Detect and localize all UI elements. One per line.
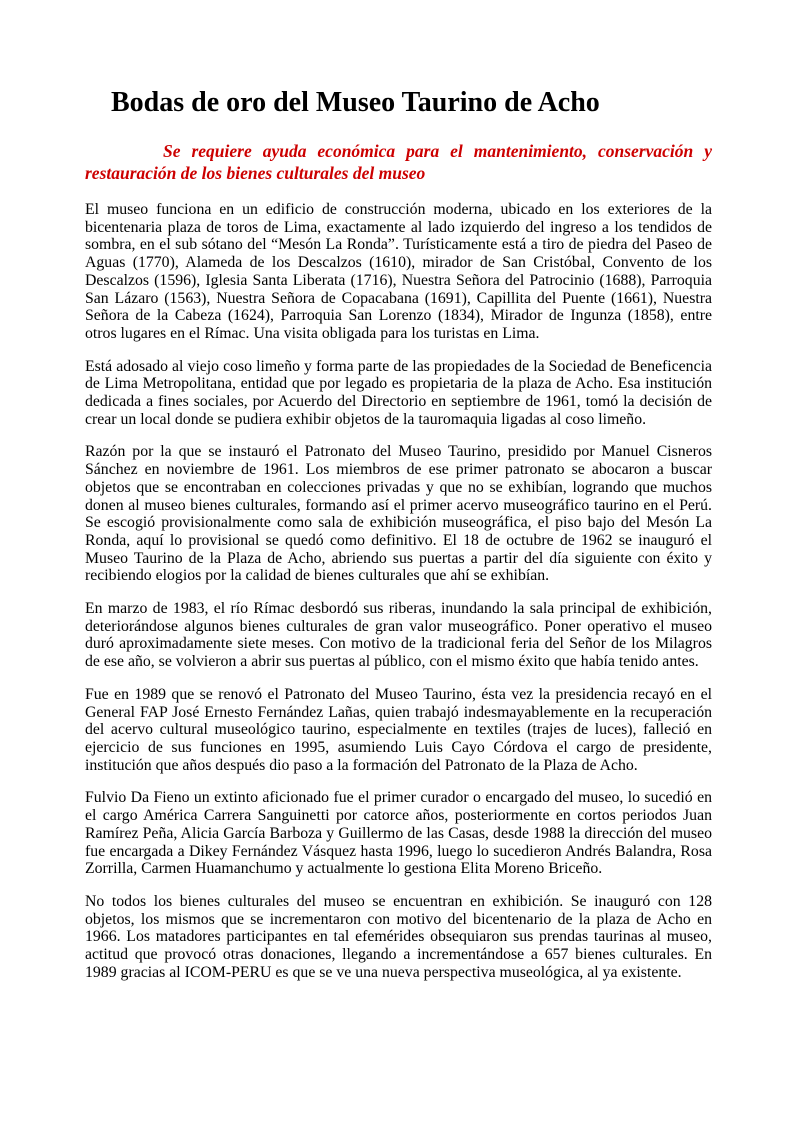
page-title: Bodas de oro del Museo Taurino de Acho [111, 87, 600, 118]
body-paragraph-7: No todos los bienes culturales del museo se encuentran en exhibición. Se inauguró con 128 objetos, los mismos que se incrementaron con motivo del bicentenario de la plaza de Acho en 1966. Los matadores participantes en tal efemérides obsequiaron sus prendas taurinas al museo, actitud que provocó otras donaciones, llegando a incrementándose a 657 bienes culturales. En 1989 gracias al ICOM-PERU es que se ve una nueva perspectiva museológica, al ya existente. [85, 892, 712, 981]
document-subtitle: Se requiere ayuda económica para el mantenimiento, conservación y restauración de los bienes culturales del museo [85, 141, 712, 183]
body-paragraph-4: En marzo de 1983, el río Rímac desbordó sus riberas, inundando la sala principal de exhibición, deteriorándose algunos bienes culturales de gran valor museográfico. Poner operativo el museo duró aproximadamente siete meses. Con motivo de la tradicional feria del Señor de los Milagros de ese año, se volvieron a abrir sus puertas al público, con el mismo éxito que había tenido antes. [85, 600, 712, 671]
body-paragraph-2: Está adosado al viejo coso limeño y forma parte de las propiedades de la Sociedad de Beneficencia de Lima Metropolitana, entidad que por legado es propietaria de la plaza de Acho. Esa institución dedicada a fines sociales, por Acuerdo del Directorio en septiembre de 1961, tomó la decisión de crear un local donde se pudiera exhibir objetos de la tauromaquia ligadas al coso limeño. [85, 357, 712, 428]
body-paragraph-5: Fue en 1989 que se renovó el Patronato del Museo Taurino, ésta vez la presidencia recayó en el General FAP José Ernesto Fernández Lañas, quien trabajó indesmayablemente en la recuperación del acervo cultural museológico taurino, especialmente en textiles (trajes de luces), falleció en ejercicio de sus funciones en 1995, asumiendo Luis Cayo Córdova el cargo de presidente, institución que años después dio paso a la formación del Patronato de la Plaza de Acho. [85, 685, 712, 774]
body-paragraph-1: El museo funciona en un edificio de construcción moderna, ubicado en los exteriores de la bicentenaria plaza de toros de Lima, exactamente al lado izquierdo del ingreso a los tendidos de sombra, en el sub sótano del “Mesón La Ronda”. Turísticamente está a tiro de piedra del Paseo de Aguas (1770), Alameda de los Descalzos (1610), mirador de San Cristóbal, Convento de los Descalzos (1596), Iglesia Santa Liberata (1716), Nuestra Señora del Patrocinio (1688), Parroquia San Lázaro (1563), Nuestra Señora de Copacabana (1691), Capillita del Puente (1661), Nuestra Señora de la Cabeza (1624), Parroquia San Lorenzo (1834), Mirador de Ingunza (1858), entre otros lugares en el Rímac. Una visita obligada para los turistas en Lima. [85, 201, 712, 342]
body-paragraph-3: Razón por la que se instauró el Patronato del Museo Taurino, presidido por Manuel Cisneros Sánchez en noviembre de 1961. Los miembros de ese primer patronato se abocaron a buscar objetos que se encontraban en colecciones privadas y que no se exhibían, logrando que muchos donen al museo bienes culturales, formando así el primer acervo museográfico taurino en el Perú. Se escogió provisionalmente como sala de exhibición museográfica, el piso bajo del Mesón La Ronda, aquí lo provisional se quedó como definitivo. El 18 de octubre de 1962 se inauguró el Museo Taurino de la Plaza de Acho, abriendo sus puertas a partir del día siguiente con éxito y recibiendo elogios por la calidad de bienes culturales que ahí se exhibían. [85, 443, 712, 585]
body-paragraph-6: Fulvio Da Fieno un extinto aficionado fue el primer curador o encargado del museo, lo sucedió en el cargo América Carrera Sanguinetti por catorce años, posteriormente en cortos periodos Juan Ramírez Peña, Alicia García Barboza y Guillermo de las Casas, desde 1988 la dirección del museo fue encargada a Dikey Fernández Vásquez hasta 1996, luego lo sucedieron Andrés Balandra, Rosa Zorrilla, Carmen Huamanchumo y actualmente lo gestiona Elita Moreno Briceño. [85, 789, 712, 878]
